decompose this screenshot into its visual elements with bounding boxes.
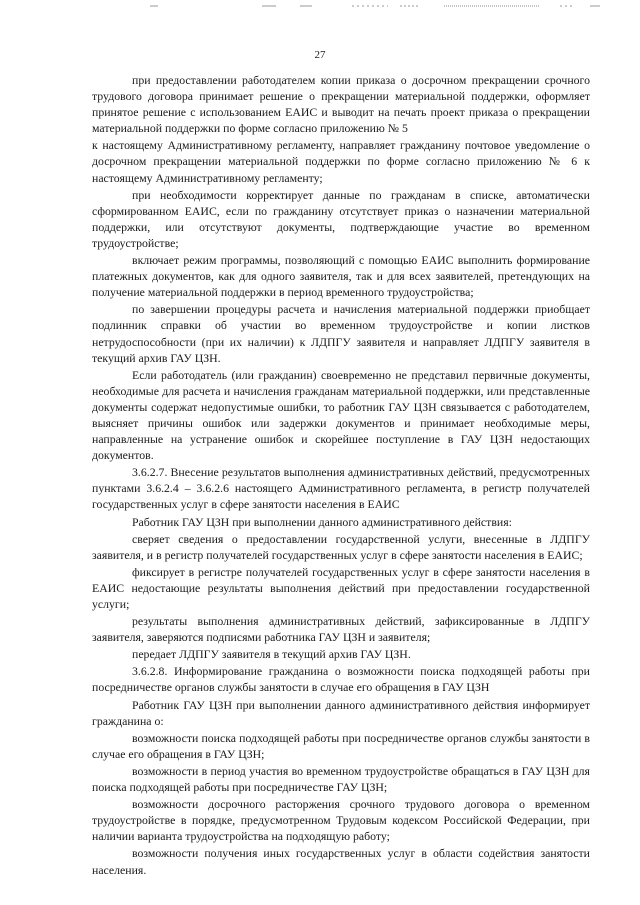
paragraph: фиксирует в регистре получателей государственных услуг в сфере занятости населения в ЕАИС недостающие результаты выполнения действий при предоставлении государственной услуги;: [92, 564, 590, 611]
document-body: [92, 72, 590, 879]
scan-artifact-dashes: [0, 5, 640, 7]
paragraph: при необходимости корректирует данные по гражданам в списке, автоматически сформированном ЕАИС, если по гражданину отсутствует приказ о назначении материальной поддержки, или отсутствуют документы, подтверждающие участие во временном трудоустройстве;: [92, 187, 590, 250]
paragraph: 3.6.2.8. Информирование гражданина о возможности поиска подходящей работы при посредничестве органов службы занятости в случае его обращения в ГАУ ЦЗН: [92, 664, 590, 695]
paragraph: возможности получения иных государственных услуг в области содействия занятости населения.: [92, 846, 590, 877]
paragraph: результаты выполнения административных действий, зафиксированные в ЛДПГУ заявителя, заверяются подписями работника ГАУ ЦЗН и заявителя;: [92, 614, 590, 645]
paragraph: возможности досрочного расторжения срочного трудового договора о временном трудоустройстве в порядке, предусмотренном Трудовым кодексом Российской Федерации, при наличии варианта трудоустройства на подходящую работу;: [92, 797, 590, 844]
paragraph: Работник ГАУ ЦЗН при выполнении данного административного действия:: [132, 514, 512, 529]
paragraph: передает ЛДПГУ заявителя в текущий архив ГАУ ЦЗН.: [132, 647, 411, 662]
paragraph: Работник ГАУ ЦЗН при выполнении данного административного действия информирует гражданина о:: [92, 697, 590, 728]
paragraph: к настоящему Административному регламенту, направляет гражданину почтовое уведомление о досрочном прекращении материальной поддержки по форме согласно приложению № 6 к настоящему Административному регламенту;: [92, 138, 590, 185]
paragraph: Если работодатель (или гражданин) своевременно не представил первичные документы, необходимые для расчета и начисления гражданам материальной поддержки, или представленные документы содержат недопустимые ошибки, то работник ГАУ ЦЗН связывается с работодателем, выясняет причины ошибок или задержки документов и принимает необходимые меры, направленные на устранение ошибок и скорейшее поступление в ГАУ ЦЗН недостающих документов.: [92, 367, 590, 463]
paragraph: при предоставлении работодателем копии приказа о досрочном прекращении срочного трудового договора принимает решение о прекращении материальной поддержки, оформляет принятое решение с использованием ЕАИС и выводит на печать проект приказа о прекращении материальной поддержки по форме согласно приложению № 5: [92, 73, 590, 136]
paragraph: возможности в период участия во временном трудоустройстве обращаться в ГАУ ЦЗН для поиска подходящей работы при посредничестве ГАУ ЦЗН;: [92, 763, 590, 795]
paragraph: 3.6.2.7. Внесение результатов выполнения административных действий, предусмотренных пунктами 3.6.2.4 – 3.6.2.6 настоящего Административного регламента, в регистр получателей государственных услуг в сфере занятости населения в ЕАИС: [92, 465, 590, 512]
paragraph: сверяет сведения о предоставлении государственной услуги, внесенные в ЛДПГУ заявителя, и в регистр получателей государственных услуг в сфере занятости населения в ЕАИС;: [92, 531, 590, 562]
paragraph: возможности поиска подходящей работы при посредничестве органов службы занятости в случае его обращения в ГАУ ЦЗН;: [92, 730, 590, 761]
paragraph: по завершении процедуры расчета и начисления материальной поддержки приобщает подлинник справки об участии во временном трудоустройстве и копии листков нетрудоспособности (при их наличии) к ЛДПГУ заявителя и направляет ЛДПГУ заявителя в текущий архив ГАУ ЦЗН.: [92, 302, 590, 365]
page-number: 27: [314, 49, 326, 61]
paragraph: включает режим программы, позволяющий с помощью ЕАИС выполнить формирование платежных документов, как для одного заявителя, так и для всех заявителей, претендующих на получение материальной поддержки в период временного трудоустройства;: [92, 253, 590, 300]
